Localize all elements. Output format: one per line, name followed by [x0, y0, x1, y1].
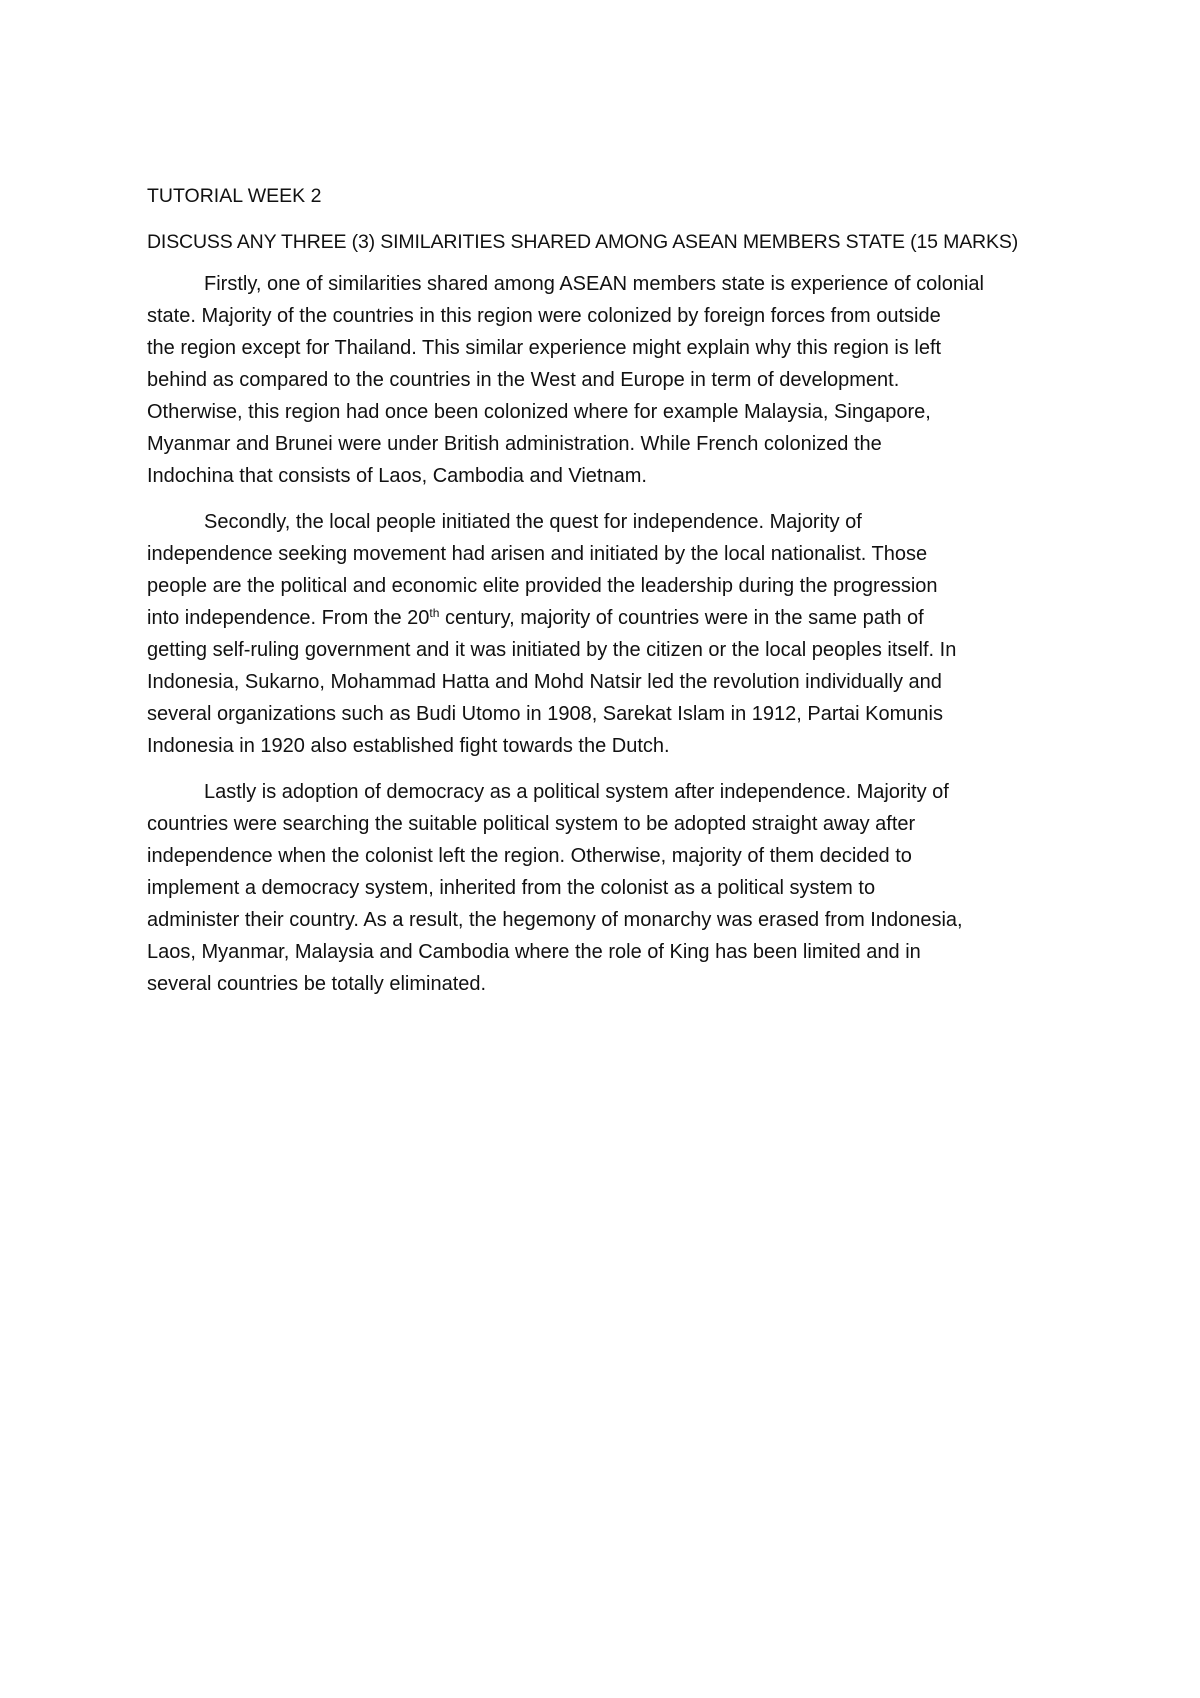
paragraph-democracy [147, 776, 1077, 1000]
paragraph-line: Indonesia in 1920 also established fight towards the Dutch. [147, 735, 670, 757]
paragraph-line: Secondly, the local people initiated the quest for independence. Majority of [204, 511, 862, 533]
paragraph-line: Firstly, one of similarities shared among ASEAN members state is experience of colonial [204, 273, 984, 295]
paragraph-line: people are the political and economic elite provided the leadership during the progression [147, 575, 938, 597]
question-heading: DISCUSS ANY THREE (3) SIMILARITIES SHARED AMONG ASEAN MEMBERS STATE (15 MARKS) [147, 231, 1019, 253]
paragraph-line [147, 602, 1077, 634]
paragraph-line: independence seeking movement had arisen and initiated by the local nationalist. Those [147, 543, 928, 565]
paragraph-line: Otherwise, this region had once been colonized where for example Malaysia, Singapore, [147, 401, 931, 423]
paragraph-line: administer their country. As a result, the hegemony of monarchy was erased from Indonesia, [147, 909, 963, 931]
paragraph-line: implement a democracy system, inherited from the colonist as a political system to [147, 877, 876, 899]
paragraph-line: getting self-ruling government and it was initiated by the citizen or the local peoples itself. In [147, 639, 957, 661]
line-text-after-superscript: century, majority of countries were in the same path of [439, 607, 924, 629]
paragraph-line: several countries be totally eliminated. [147, 973, 487, 995]
ordinal-superscript: th [429, 606, 440, 620]
paragraph-line: independence when the colonist left the region. Otherwise, majority of them decided to [147, 845, 912, 867]
paragraph-line: the region except for Thailand. This similar experience might explain why this region is left [147, 337, 942, 359]
paragraph-line: countries were searching the suitable political system to be adopted straight away after [147, 813, 916, 835]
document-title: TUTORIAL WEEK 2 [147, 185, 322, 207]
paragraph-line: Indonesia, Sukarno, Mohammad Hatta and Mohd Natsir led the revolution individually and [147, 671, 942, 693]
paragraph-colonial-experience [147, 268, 1077, 492]
line-text-before-superscript: into independence. From the 20 [147, 607, 430, 629]
paragraph-line: behind as compared to the countries in the West and Europe in term of development. [147, 369, 900, 391]
paragraph-line: state. Majority of the countries in this region were colonized by foreign forces from outside [147, 305, 941, 327]
paragraph-line: Indochina that consists of Laos, Cambodia and Vietnam. [147, 465, 647, 487]
paragraph-line: Myanmar and Brunei were under British administration. While French colonized the [147, 433, 882, 455]
document-page [147, 180, 1077, 1014]
paragraph-line: several organizations such as Budi Utomo in 1908, Sarekat Islam in 1912, Partai Komunis [147, 703, 943, 725]
paragraph-line: Lastly is adoption of democracy as a political system after independence. Majority of [204, 781, 949, 803]
paragraph-line: Laos, Myanmar, Malaysia and Cambodia where the role of King has been limited and in [147, 941, 921, 963]
paragraph-independence [147, 506, 1077, 762]
